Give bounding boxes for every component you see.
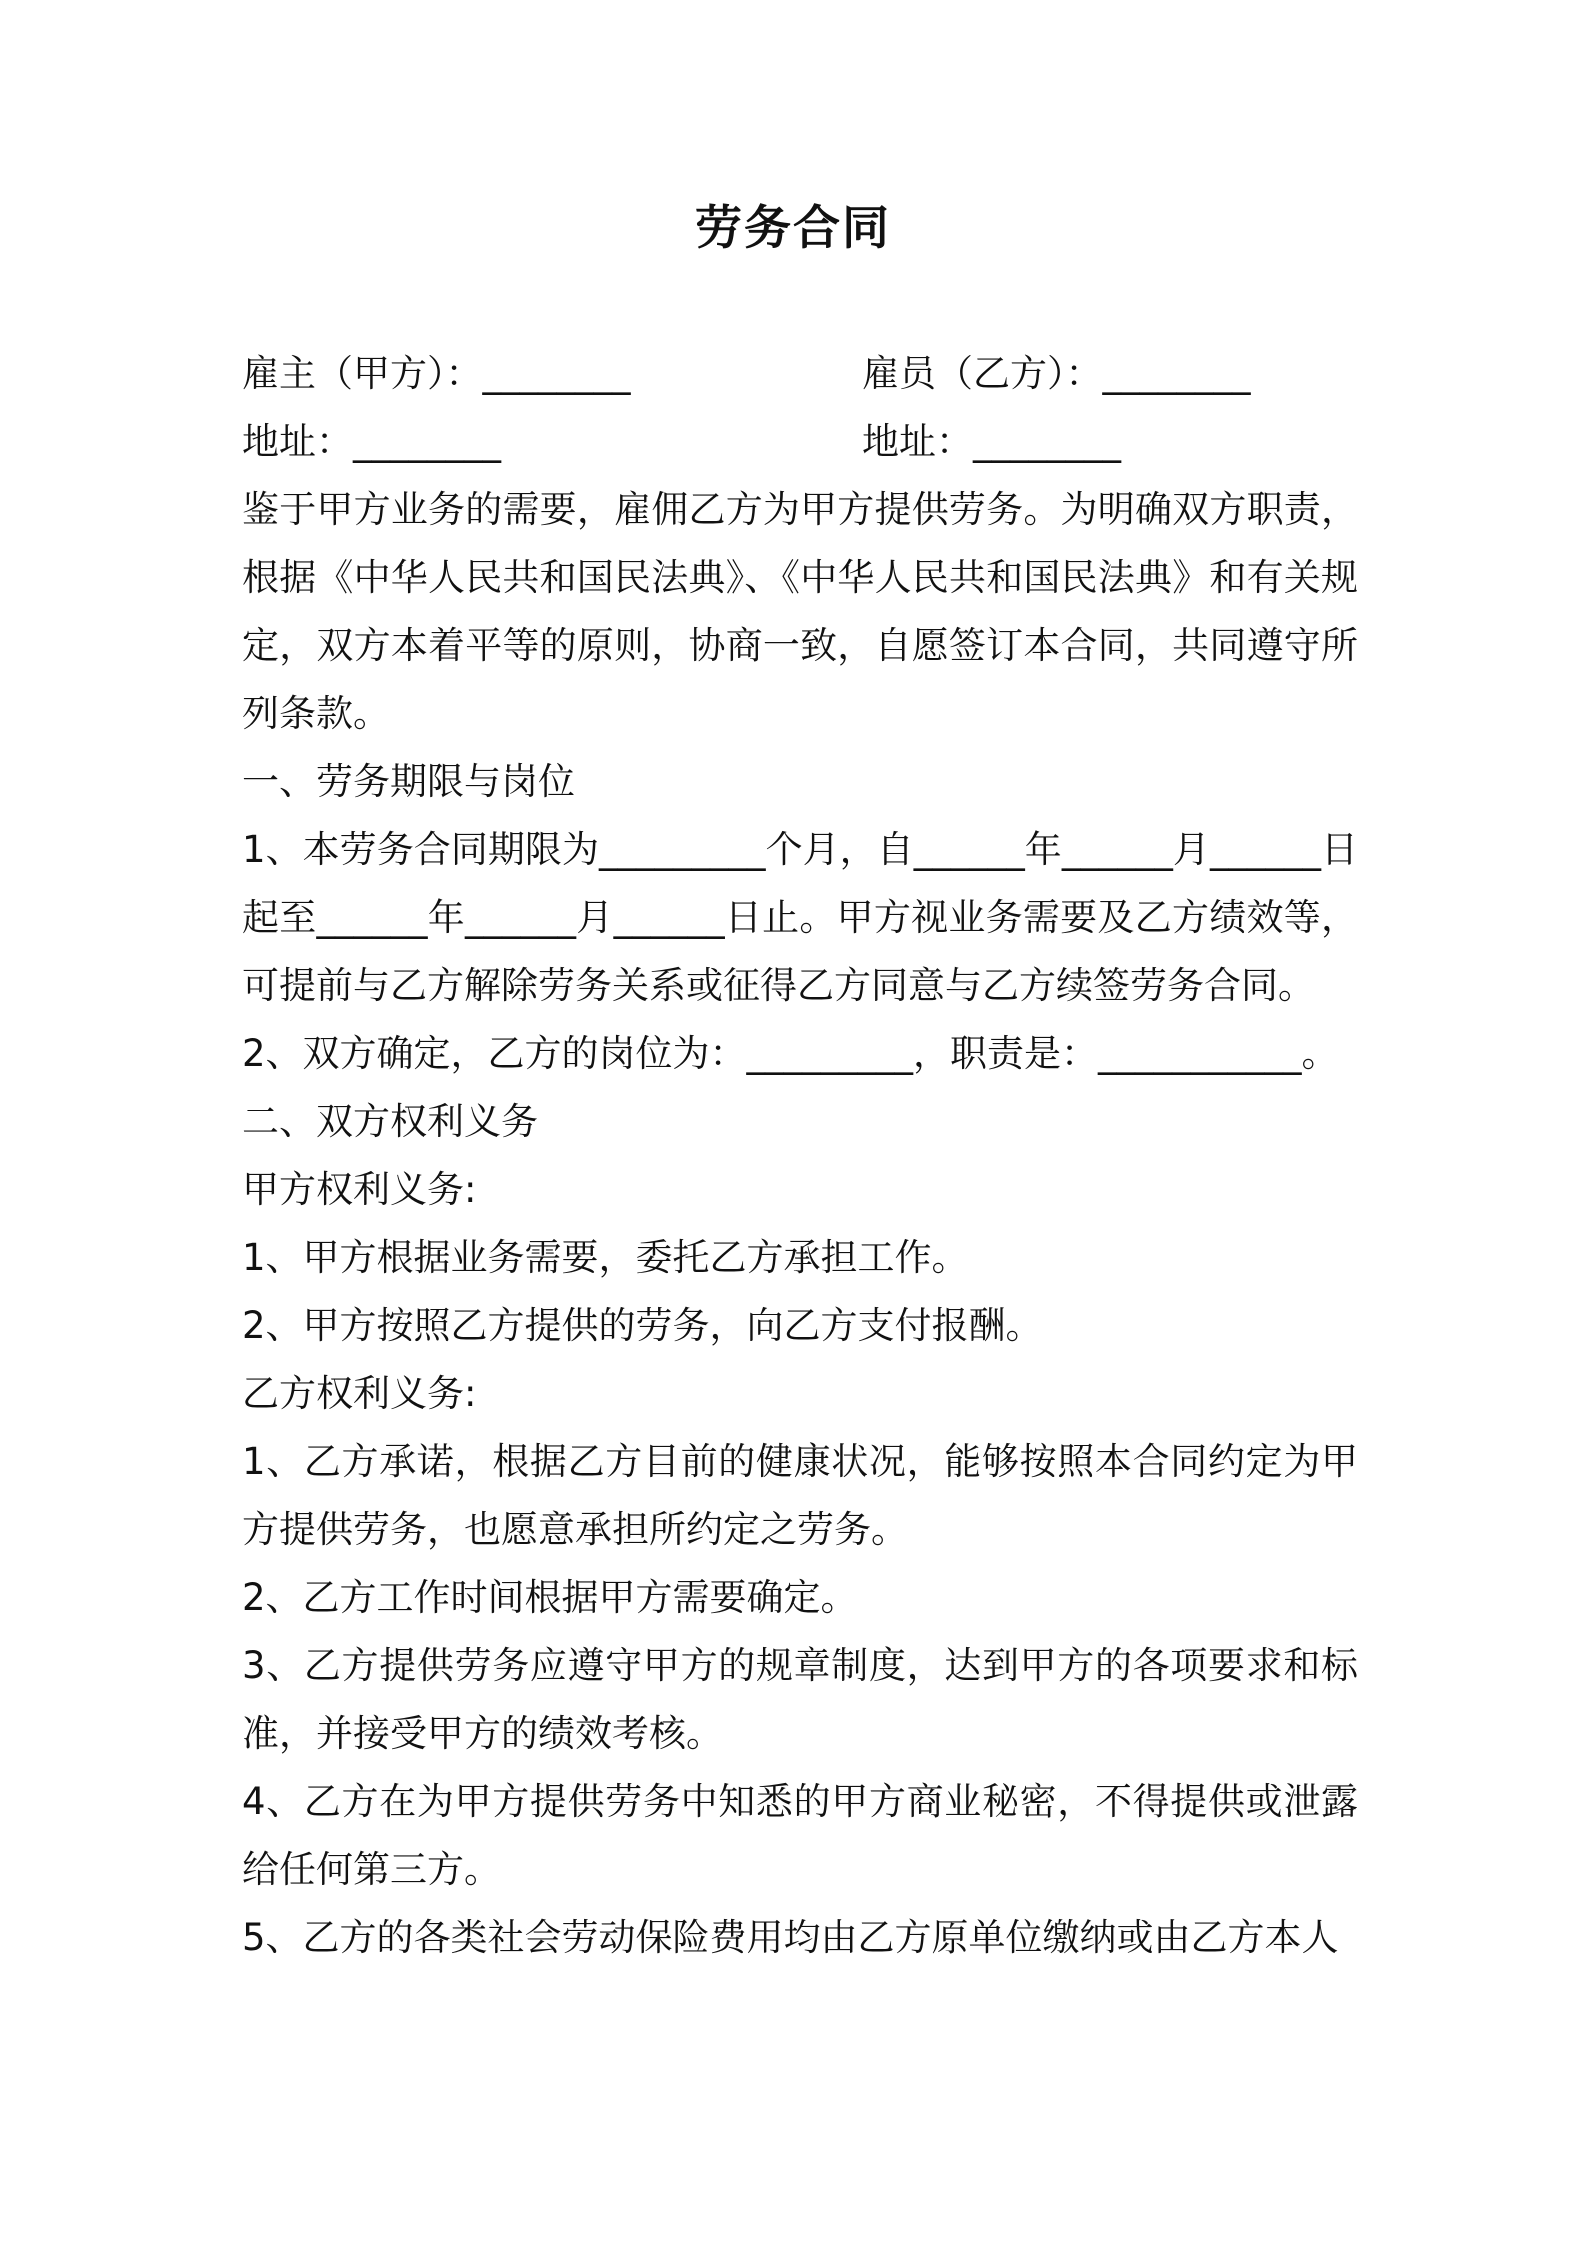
section-heading-rights: 二、双方权利义务 <box>242 1100 538 1143</box>
clause-position: 2、双方确定，乙方的岗位为：_________，职责是：___________。 <box>242 1032 1339 1075</box>
party-b-item: 1、乙方承诺，根据乙方目前的健康状况，能够按照本合同约定为甲方提供劳务，也愿意承担所约定之劳务。 <box>242 1440 1358 1551</box>
party-b-item: 3、乙方提供劳务应遵守甲方的规章制度，达到甲方的各项要求和标准，并接受甲方的绩效考核。 <box>242 1644 1358 1755</box>
party-b-item: 4、乙方在为甲方提供劳务中知悉的甲方商业秘密，不得提供或泄露给任何第三方。 <box>242 1780 1358 1891</box>
party-a-item: 2、甲方按照乙方提供的劳务，向乙方支付报酬。 <box>242 1304 1043 1347</box>
document-title: 劳务合同 <box>695 201 891 256</box>
clause-term: 1、本劳务合同期限为_________个月，自______年______月______日起至______年______月______日止。甲方视业务需要及乙方绩效等，可提前与乙方解除劳务关系或征得乙方同意与乙方续签劳务合同。 <box>242 828 1358 1007</box>
party-a-rights-heading: 甲方权利义务: <box>242 1168 477 1211</box>
section-heading-term: 一、劳务期限与岗位 <box>242 760 575 803</box>
employer-address-field: 地址：________ <box>242 420 501 463</box>
employee-field: 雇员（乙方）：________ <box>862 352 1251 395</box>
employer-field: 雇主（甲方）：________ <box>242 352 631 395</box>
party-b-item: 5、乙方的各类社会劳动保险费用均由乙方原单位缴纳或由乙方本人 <box>242 1916 1339 1959</box>
preamble-paragraph: 鉴于甲方业务的需要，雇佣乙方为甲方提供劳务。为明确双方职责，根据《中华人民共和国民法典》、《中华人民共和国民法典》和有关规定，双方本着平等的原则，协商一致，自愿签订本合同，共同遵守所列条款。 <box>242 488 1358 735</box>
party-b-rights-heading: 乙方权利义务: <box>242 1372 477 1415</box>
address-row <box>242 408 1358 476</box>
party-a-item: 1、甲方根据业务需要，委托乙方承担工作。 <box>242 1236 969 1279</box>
document-body <box>242 340 1358 1972</box>
employee-address-field: 地址：________ <box>862 420 1121 463</box>
party-row <box>242 340 1358 408</box>
party-b-item: 2、乙方工作时间根据甲方需要确定。 <box>242 1576 858 1619</box>
